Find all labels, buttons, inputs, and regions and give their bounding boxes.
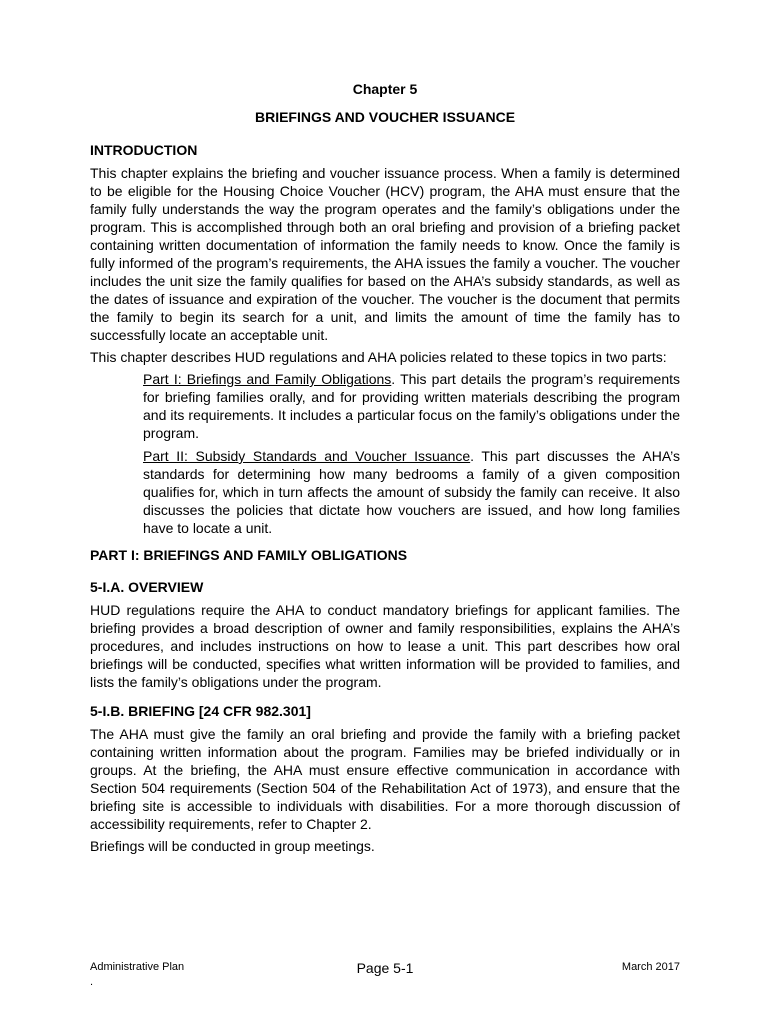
overview-paragraph: HUD regulations require the AHA to conduct mandatory briefings for applicant families. The briefing provides a broad description of owner and family responsibilities, explains the AHA’s procedures, and includes instructions on how to lease a unit. This part describes how oral briefings will be conducted, specifies what written information will be provided to families, and lists the family’s obligations under the program. (90, 602, 680, 690)
part-2-description: . This part discusses the AHA’s standards for determining how many bedrooms a family of a given composition qualifies for, which in turn affects the amount of subsidy the family can receive. It also discusses the policies that dictate how vouchers are issued, and how long families have to locate a unit. (143, 448, 681, 536)
introduction-heading: INTRODUCTION (90, 142, 198, 158)
introduction-paragraph-2: This chapter describes HUD regulations and AHA policies related to these topics in two parts: (90, 349, 667, 365)
body-flow (90, 140, 680, 855)
chapter-number: Chapter 5 (352, 81, 418, 97)
footer-document-name: Administrative Plan (90, 961, 185, 973)
briefing-paragraph-1: The AHA must give the family an oral briefing and provide the family with a briefing packet containing written information about the program. Families may be briefed individually or in groups. At the briefing, the AHA must ensure effective communication in accordance with Section 504 requirements (Section 504 of the Rehabilitation Act of 1973), and ensure that the briefing site is accessible to individuals with disabilities. For a more thorough discussion of accessibility requirements, refer to Chapter 2. (90, 726, 680, 832)
footer-date: March 2017 (621, 961, 680, 973)
part-1-link[interactable]: Part I: Briefings and Family Obligations (143, 371, 392, 387)
part-summary-2 (143, 447, 680, 537)
part-1-heading: PART I: BRIEFINGS AND FAMILY OBLIGATIONS (90, 547, 408, 563)
part-summary-1 (143, 370, 680, 442)
footer-page-number: Page 5-1 (356, 960, 414, 976)
footer-dot: . (90, 976, 94, 988)
introduction-paragraph-1: This chapter explains the briefing and voucher issuance process. When a family is determined to be eligible for the Housing Choice Voucher (HCV) program, the AHA must ensure that the family fully understands the way the program operates and the family’s obligations under the program. This is accomplished through both an oral briefing and provision of a briefing packet containing written documentation of information the family needs to know. Once the family is fully informed of the program’s requirements, the AHA issues the family a voucher. The voucher includes the unit size the family qualifies for based on the AHA’s subsidy standards, as well as the dates of issuance and expiration of the voucher. The voucher is the document that permits the family to begin its search for a unit, and limits the amount of time the family has to successfully locate an acceptable unit. (90, 165, 680, 343)
part-2-link[interactable]: Part II: Subsidy Standards and Voucher Issuance (143, 448, 471, 464)
part-1-description: . This part details the program’s requirements for briefing families orally, and for providing written materials describing the program and its requirements. It includes a particular focus on the family’s obligations under the program. (143, 371, 680, 441)
chapter-title: BRIEFINGS AND VOUCHER ISSUANCE (254, 109, 516, 125)
briefing-paragraph-2: Briefings will be conducted in group meetings. (90, 838, 375, 854)
overview-heading: 5-I.A. OVERVIEW (90, 579, 204, 595)
briefing-heading: 5-I.B. BRIEFING [24 CFR 982.301] (90, 703, 311, 719)
